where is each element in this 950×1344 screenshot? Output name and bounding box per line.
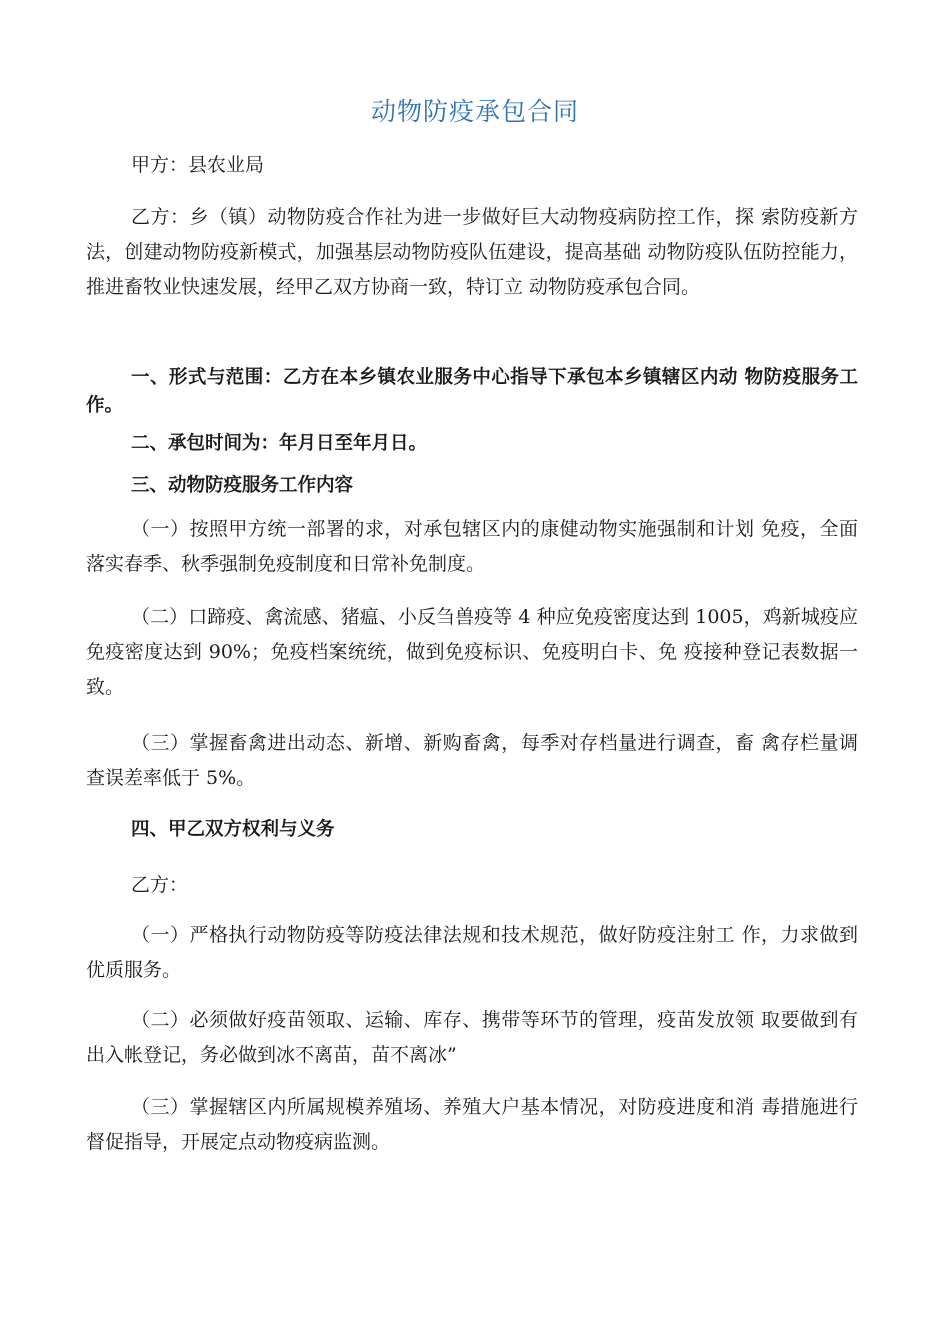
section-3-item-1: （一）按照甲方统一部署的求，对承包辖区内的康健动物实施强制和计划 免疫，全面落实春季、秋季强制免疫制度和日常补免制度。 — [86, 518, 858, 575]
section-2-term: 二、承包时间为：年月日至年月日。 — [131, 433, 428, 454]
party-b-label: 乙方： — [131, 874, 189, 896]
section-4-heading: 四、甲乙双方权利与义务 — [131, 819, 335, 840]
section-4-item-1: （一）严格执行动物防疫等防疫法律法规和技术规范，做好防疫注射工 作，力求做到优质服务。 — [86, 924, 858, 981]
section-1-form-scope: 一、形式与范围：乙方在本乡镇农业服务中心指导下承包本乡镇辖区内动 物防疫服务工作。 — [86, 367, 858, 416]
section-3-item-3: （三）掌握畜禽进出动态、新增、新购畜禽，每季对存档量进行调查，畜 禽存栏量调查误差率低于 5%。 — [86, 732, 858, 789]
document-title: 动物防疫承包合同 — [370, 97, 579, 126]
section-3-item-2: （二）口蹄疫、禽流感、猪瘟、小反刍兽疫等 4 种应免疫密度达到 1005，鸡新城疫应免疫密度达到 90%；免疫档案统统，做到免疫标识、免疫明白卡、免 疫接种登记表数据一致。 — [86, 606, 858, 698]
section-4-item-2: （二）必须做好疫苗领取、运输、库存、携带等环节的管理，疫苗发放领 取要做到有出入帐登记，务必做到冰不离苗，苗不离冰” — [86, 1009, 858, 1066]
section-3-heading: 三、动物防疫服务工作内容 — [131, 475, 354, 496]
party-a-line: 甲方：县农业局 — [131, 154, 265, 176]
section-4-item-3: （三）掌握辖区内所属规模养殖场、养殖大户基本情况，对防疫进度和消 毒措施进行督促指导，开展定点动物疫病监测。 — [86, 1096, 858, 1153]
party-b-intro-paragraph: 乙方：乡（镇）动物防疫合作社为进一步做好巨大动物疫病防控工作，探 索防疫新方法，创建动物防疫新模式，加强基层动物防疫队伍建设，提高基础 动物防疫队伍防控能力，推进畜牧业快速发展，经甲乙双方协商一致，特订立 动物防疫承包合同。 — [86, 206, 858, 298]
